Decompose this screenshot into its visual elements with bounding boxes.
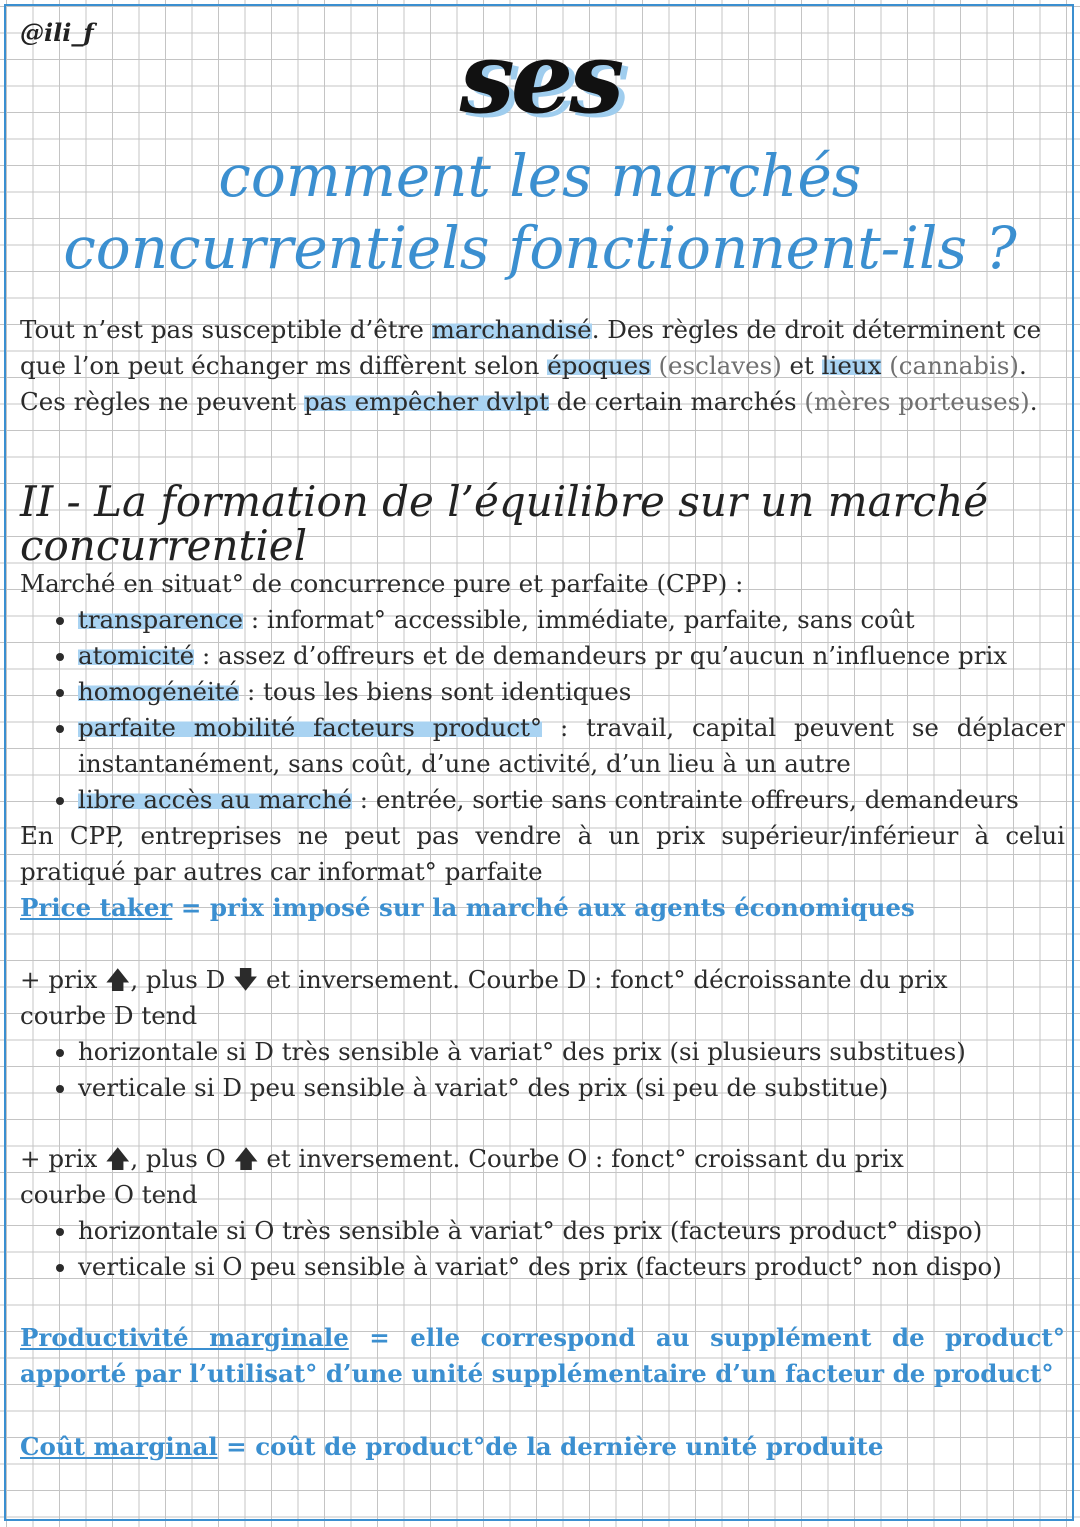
page-title: comment les marchés concurrentiels fonctionnent-ils ? bbox=[63, 142, 1017, 282]
intro-text: . bbox=[1018, 351, 1027, 380]
highlight-pas-empecher: pas empêcher dvlpt bbox=[303, 387, 549, 416]
cpp-conclusion: En CPP, entreprises ne peut pas vendre à un prix supérieur/inférieur à celui pratiqué par autres car informat° parfaite bbox=[20, 821, 1065, 886]
supply-text: et inversement. Courbe O : fonct° croissant du prix bbox=[258, 1144, 904, 1173]
list-item: • horizontale si D très sensible à variat° des prix (si plusieurs substitues) bbox=[78, 1034, 1065, 1070]
arrow-up-icon: 🡅 bbox=[105, 965, 131, 994]
intro-text: . bbox=[1029, 387, 1038, 416]
intro-text: Ces règles ne peuvent bbox=[20, 387, 304, 416]
cpp-intro: Marché en situat° de concurrence pure et parfaite (CPP) : bbox=[20, 569, 744, 598]
supply-curve-label: courbe O tend bbox=[20, 1180, 198, 1209]
cout-definition bbox=[20, 1429, 1065, 1465]
highlight-epoques: époques bbox=[547, 351, 651, 380]
list-item: • horizontale si O très sensible à variat° des prix (facteurs product° dispo) bbox=[78, 1213, 1065, 1249]
highlight-lieux: lieux bbox=[821, 351, 882, 380]
section-heading: II - La formation de l’équilibre sur un marché concurrentiel bbox=[20, 477, 989, 570]
list-item bbox=[78, 782, 1065, 818]
demand-text: , plus D bbox=[130, 965, 234, 994]
cpp-desc: : assez d’offreurs et de demandeurs pr qu’aucun n’influence prix bbox=[194, 641, 1008, 670]
intro-text: de certain marchés bbox=[548, 387, 805, 416]
example-cannabis: (cannabis) bbox=[889, 351, 1019, 380]
cout-term: Coût marginal bbox=[20, 1432, 218, 1461]
supply-text: , plus O bbox=[130, 1144, 234, 1173]
list-item: • verticale si O peu sensible à variat° des prix (facteurs product° non dispo) bbox=[78, 1249, 1065, 1285]
cpp-block bbox=[20, 566, 1065, 926]
demand-text: + prix bbox=[20, 965, 106, 994]
price-taker-definition bbox=[20, 890, 1065, 926]
supply-line bbox=[20, 1141, 1065, 1177]
cout-def: = coût de product°de la dernière unité produite bbox=[217, 1432, 884, 1461]
example-meres-porteuses: (mères porteuses) bbox=[804, 387, 1030, 416]
highlight-marchandise: marchandisé bbox=[431, 315, 592, 344]
subject-logo: ses bbox=[459, 21, 621, 136]
demand-text: et inversement. Courbe D : fonct° décroissante du prix bbox=[258, 965, 948, 994]
cpp-term: parfaite mobilité facteurs product° bbox=[78, 713, 543, 742]
demand-curve-label: courbe D tend bbox=[20, 1001, 198, 1030]
productivite-definition bbox=[20, 1320, 1065, 1392]
supply-text: + prix bbox=[20, 1144, 106, 1173]
cpp-term: atomicité bbox=[78, 641, 195, 670]
list-item bbox=[78, 674, 1065, 710]
cpp-desc: : entrée, sortie sans contrainte offreurs, demandeurs bbox=[352, 785, 1019, 814]
arrow-up-icon: 🡅 bbox=[105, 1144, 131, 1173]
arrow-down-icon: 🡇 bbox=[233, 965, 259, 994]
cpp-term: homogénéité bbox=[78, 677, 240, 706]
cpp-desc: : travail, capital peuvent se déplacer instantanément, sans coût, d’une activité, d’un lieu à un autre bbox=[78, 713, 1065, 778]
list-item bbox=[78, 602, 1065, 638]
intro-text: Tout n’est pas susceptible d’être bbox=[20, 315, 432, 344]
list-item: • verticale si D peu sensible à variat° des prix (si peu de substitue) bbox=[78, 1070, 1065, 1106]
productivite-def: = elle correspond au supplément de product° apporté par l’utilisat° d’une unité supplémentaire d’un facteur de product° bbox=[20, 1323, 1065, 1388]
example-esclaves: (esclaves) bbox=[658, 351, 782, 380]
intro-text: et bbox=[781, 351, 822, 380]
cpp-term: transparence bbox=[78, 605, 244, 634]
productivite-term: Productivité marginale bbox=[20, 1323, 349, 1352]
intro-paragraph bbox=[20, 312, 1065, 420]
list-item bbox=[78, 638, 1065, 674]
cpp-list bbox=[20, 602, 1065, 818]
cpp-desc: : tous les biens sont identiques bbox=[239, 677, 632, 706]
demand-list bbox=[20, 1034, 1065, 1106]
demand-line bbox=[20, 962, 1065, 998]
supply-list bbox=[20, 1213, 1065, 1285]
supply-block bbox=[20, 1141, 1065, 1285]
intro-text: . Des règles de droit déterminent ce que l’on peut échanger ms diffèrent selon bbox=[20, 315, 1042, 380]
price-taker-def: = prix imposé sur la marché aux agents économiques bbox=[172, 893, 915, 922]
cpp-desc: : informat° accessible, immédiate, parfaite, sans coût bbox=[243, 605, 915, 634]
list-item bbox=[78, 710, 1065, 782]
cpp-term: libre accès au marché bbox=[78, 785, 352, 814]
author-handle: @ili_f bbox=[20, 18, 94, 47]
demand-block bbox=[20, 962, 1065, 1106]
price-taker-term: Price taker bbox=[20, 893, 173, 922]
arrow-up-icon: 🡅 bbox=[233, 1144, 259, 1173]
